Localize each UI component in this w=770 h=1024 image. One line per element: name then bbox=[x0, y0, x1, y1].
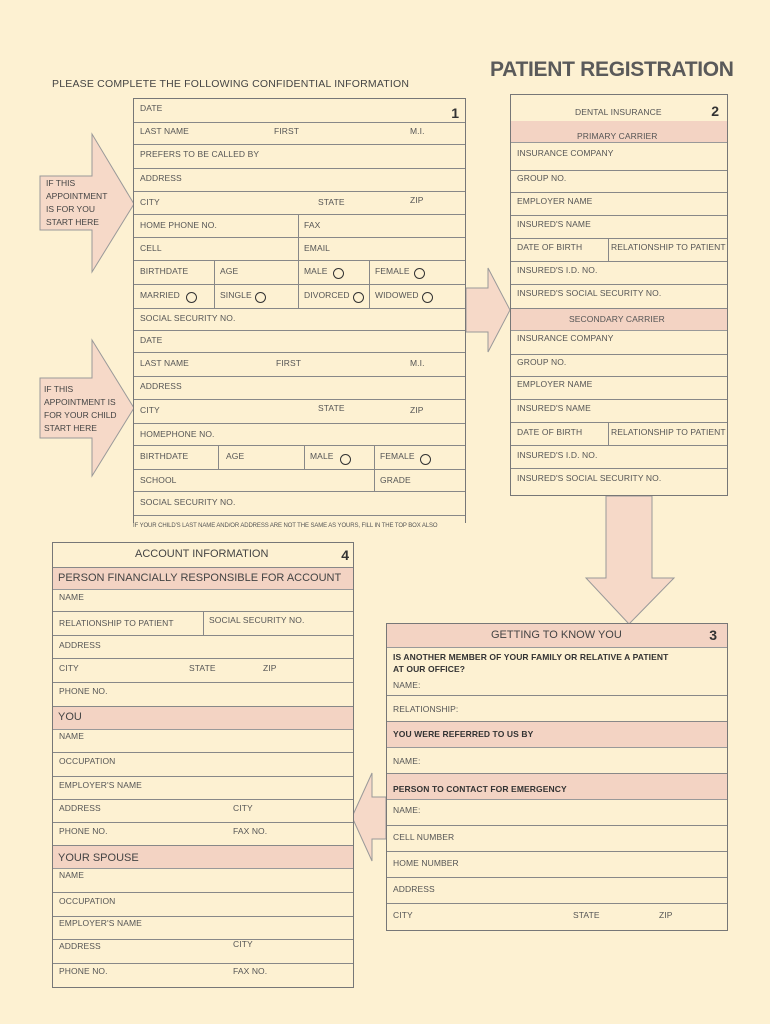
spouse-employer-field[interactable] bbox=[53, 917, 353, 940]
insurance-heading bbox=[511, 95, 727, 121]
field-label: M.I. bbox=[410, 126, 425, 136]
field-label: SOCIAL SECURITY NO. bbox=[140, 313, 236, 323]
field-label: CITY bbox=[140, 197, 160, 207]
divider bbox=[203, 612, 204, 636]
arrow-down-icon bbox=[586, 496, 676, 626]
cell-email-field[interactable] bbox=[134, 238, 465, 261]
field-label: PERSON TO CONTACT FOR EMERGENCY bbox=[393, 784, 567, 794]
relationship-ssn-row[interactable] bbox=[53, 612, 353, 636]
divider bbox=[369, 285, 370, 309]
field-label: NAME bbox=[59, 731, 84, 741]
field-label: DATE bbox=[140, 103, 163, 113]
divider bbox=[298, 215, 299, 238]
field-label: ZIP bbox=[410, 405, 424, 415]
field-label: LAST NAME bbox=[140, 358, 189, 368]
spouse-phone-field[interactable] bbox=[53, 964, 353, 987]
family-question-field[interactable] bbox=[387, 648, 727, 696]
section-number: 1 bbox=[451, 105, 459, 121]
child-city-field[interactable] bbox=[134, 400, 465, 424]
field-label: GROUP NO. bbox=[517, 173, 567, 183]
field-label: DENTAL INSURANCE bbox=[575, 107, 662, 117]
field-label: GROUP NO. bbox=[517, 357, 567, 367]
you-phone-field[interactable] bbox=[53, 823, 353, 846]
primary-insured-name-field[interactable] bbox=[511, 216, 727, 239]
emergency-band bbox=[387, 774, 727, 800]
responsible-city-field[interactable] bbox=[53, 659, 353, 683]
field-label: AGE bbox=[220, 266, 239, 276]
field-label: INSURED'S SOCIAL SECURITY NO. bbox=[517, 473, 662, 483]
primary-ssn-field[interactable] bbox=[511, 285, 727, 309]
field-label: DATE OF BIRTH bbox=[517, 427, 583, 437]
field-label: OCCUPATION bbox=[59, 896, 116, 906]
field-label: HOME NUMBER bbox=[393, 858, 459, 868]
secondary-insured-name-field[interactable] bbox=[511, 400, 727, 423]
child-note: IF YOUR CHILD'S LAST NAME AND/OR ADDRESS ARE NOT THE SAME AS YOURS, FILL IN THE TOP BOX ALSO bbox=[133, 523, 438, 529]
secondary-employer-field[interactable] bbox=[511, 377, 727, 400]
divider bbox=[298, 285, 299, 309]
field-label: PHONE NO. bbox=[59, 826, 108, 836]
side-note-adult: IF THIS APPOINTMENT IS FOR YOU START HERE bbox=[46, 178, 108, 227]
field-label: AGE bbox=[226, 451, 245, 461]
responsible-band bbox=[53, 568, 353, 590]
single-radio[interactable] bbox=[255, 292, 266, 303]
field-label: SCHOOL bbox=[140, 475, 177, 485]
divider bbox=[298, 238, 299, 261]
field-label: SOCIAL SECURITY NO. bbox=[140, 497, 236, 507]
address-field[interactable] bbox=[134, 169, 465, 192]
arrow-left-icon bbox=[352, 773, 388, 863]
divider bbox=[214, 261, 215, 285]
you-name-field[interactable] bbox=[53, 730, 353, 753]
field-label: PHONE NO. bbox=[59, 966, 108, 976]
primary-group-field[interactable] bbox=[511, 171, 727, 193]
field-label: RELATIONSHIP TO PATIENT bbox=[59, 618, 174, 628]
spouse-name-field[interactable] bbox=[53, 869, 353, 893]
field-label: STATE bbox=[189, 663, 216, 673]
section-heading-label: ACCOUNT INFORMATION bbox=[135, 548, 269, 560]
field-label: CELL bbox=[140, 243, 162, 253]
field-label: ADDRESS bbox=[140, 381, 182, 391]
side-note-child: IF THIS APPOINTMENT IS FOR YOUR CHILD START HERE bbox=[44, 384, 117, 433]
field-label: EMAIL bbox=[304, 243, 331, 253]
field-label: EMPLOYER NAME bbox=[517, 196, 593, 206]
emergency-name-field[interactable] bbox=[387, 800, 727, 826]
spouse-band bbox=[53, 846, 353, 869]
field-label: AT OUR OFFICE? bbox=[393, 664, 466, 674]
getting-to-know-heading bbox=[387, 624, 727, 648]
field-label: SINGLE bbox=[220, 290, 252, 300]
secondary-carrier-band bbox=[511, 309, 727, 331]
divider bbox=[304, 446, 305, 470]
field-label: INSURED'S SOCIAL SECURITY NO. bbox=[517, 288, 662, 298]
field-label: NAME bbox=[59, 870, 84, 880]
ssn-field[interactable] bbox=[134, 309, 465, 331]
field-label: FEMALE bbox=[380, 451, 415, 461]
divider bbox=[374, 470, 375, 492]
section-heading-label: PERSON FINANCIALLY RESPONSIBLE FOR ACCOUNT bbox=[58, 572, 342, 584]
married-radio[interactable] bbox=[186, 292, 197, 303]
field-label: ADDRESS bbox=[59, 640, 101, 650]
field-label: ADDRESS bbox=[140, 173, 182, 183]
secondary-dob-row[interactable] bbox=[511, 423, 727, 446]
field-label: WIDOWED bbox=[375, 290, 419, 300]
field-label: MALE bbox=[310, 451, 334, 461]
field-label: GRADE bbox=[380, 475, 411, 485]
field-label: FIRST bbox=[274, 126, 300, 136]
field-label: ZIP bbox=[659, 910, 673, 920]
section-number: 3 bbox=[709, 627, 717, 643]
divider bbox=[608, 239, 609, 262]
field-label: BIRTHDATE bbox=[140, 451, 189, 461]
spouse-address-field[interactable] bbox=[53, 940, 353, 964]
field-label: NAME: bbox=[393, 756, 421, 766]
field-label: SOCIAL SECURITY NO. bbox=[209, 615, 305, 625]
section-heading-label: GETTING TO KNOW YOU bbox=[491, 629, 622, 641]
responsible-address-field[interactable] bbox=[53, 636, 353, 659]
field-label: OCCUPATION bbox=[59, 756, 116, 766]
dental-insurance-section bbox=[510, 94, 728, 496]
field-label: INSURANCE COMPANY bbox=[517, 333, 614, 343]
field-label: MARRIED bbox=[140, 290, 180, 300]
child-address-field[interactable] bbox=[134, 377, 465, 400]
account-heading bbox=[53, 543, 353, 568]
primary-employer-field[interactable] bbox=[511, 193, 727, 216]
section-heading-label: YOUR SPOUSE bbox=[58, 852, 139, 864]
field-label: HOME PHONE NO. bbox=[140, 220, 217, 230]
child-male-radio[interactable] bbox=[340, 454, 351, 465]
field-label: EMPLOYER NAME bbox=[517, 379, 593, 389]
field-label: ADDRESS bbox=[393, 884, 435, 894]
field-label: CITY bbox=[393, 910, 413, 920]
referred-band bbox=[387, 722, 727, 748]
field-label: ZIP bbox=[263, 663, 277, 673]
divider bbox=[369, 261, 370, 285]
birthdate-row bbox=[134, 261, 465, 285]
field-label: CITY bbox=[233, 939, 253, 949]
field-label: CITY bbox=[233, 803, 253, 813]
secondary-id-field[interactable] bbox=[511, 446, 727, 469]
child-ssn-field[interactable] bbox=[134, 492, 465, 516]
child-school-row[interactable] bbox=[134, 470, 465, 492]
field-label: DIVORCED bbox=[304, 290, 350, 300]
field-label: STATE bbox=[318, 403, 345, 413]
field-label: EMPLOYER'S NAME bbox=[59, 780, 142, 790]
field-label: CELL NUMBER bbox=[393, 832, 455, 842]
child-birthdate-row bbox=[134, 446, 465, 470]
field-label: HOMEPHONE NO. bbox=[140, 429, 215, 439]
field-label: FAX bbox=[304, 220, 321, 230]
field-label: ADDRESS bbox=[59, 941, 101, 951]
emergency-home-field[interactable] bbox=[387, 852, 727, 878]
field-label: FAX NO. bbox=[233, 826, 268, 836]
field-label: MALE bbox=[304, 266, 328, 276]
divider bbox=[214, 285, 215, 309]
field-label: LAST NAME bbox=[140, 126, 189, 136]
field-label: NAME: bbox=[393, 680, 421, 690]
field-label: RELATIONSHIP TO PATIENT bbox=[611, 242, 726, 252]
widowed-radio[interactable] bbox=[422, 292, 433, 303]
date-field[interactable] bbox=[134, 99, 465, 123]
field-label: FIRST bbox=[276, 358, 302, 368]
page-subtitle: PLEASE COMPLETE THE FOLLOWING CONFIDENTIAL INFORMATION bbox=[52, 78, 410, 90]
field-label: PHONE NO. bbox=[59, 686, 108, 696]
prefers-field[interactable] bbox=[134, 145, 465, 169]
field-label: INSURED'S NAME bbox=[517, 403, 591, 413]
field-label: EMPLOYER'S NAME bbox=[59, 918, 142, 928]
referred-name-field[interactable] bbox=[387, 748, 727, 774]
spouse-occupation-field[interactable] bbox=[53, 893, 353, 917]
you-address-field[interactable] bbox=[53, 800, 353, 823]
divider bbox=[374, 446, 375, 470]
field-label: YOU WERE REFERRED TO US BY bbox=[393, 729, 534, 739]
city-field[interactable] bbox=[134, 192, 465, 215]
primary-carrier-band bbox=[511, 121, 727, 143]
you-occupation-field[interactable] bbox=[53, 753, 353, 777]
name-field[interactable] bbox=[134, 123, 465, 145]
emergency-cell-field[interactable] bbox=[387, 826, 727, 852]
field-label: SECONDARY CARRIER bbox=[569, 314, 665, 324]
arrow-right-icon bbox=[466, 268, 512, 354]
primary-company-field[interactable] bbox=[511, 143, 727, 171]
account-information-section bbox=[52, 542, 354, 988]
primary-id-field[interactable] bbox=[511, 262, 727, 285]
child-female-radio[interactable] bbox=[420, 454, 431, 465]
child-name-field[interactable] bbox=[134, 353, 465, 377]
you-band bbox=[53, 707, 353, 730]
secondary-company-field[interactable] bbox=[511, 331, 727, 355]
field-label: NAME bbox=[59, 592, 84, 602]
field-label: NAME: bbox=[393, 805, 421, 815]
getting-to-know-you-section bbox=[386, 623, 728, 931]
phone-field[interactable] bbox=[134, 215, 465, 238]
emergency-address-field[interactable] bbox=[387, 878, 727, 904]
patient-info-section bbox=[133, 98, 466, 523]
male-radio[interactable] bbox=[333, 268, 344, 279]
field-label: CITY bbox=[59, 663, 79, 673]
field-label: RELATIONSHIP TO PATIENT bbox=[611, 427, 726, 437]
field-label: INSURED'S I.D. NO. bbox=[517, 265, 598, 275]
field-label: IS ANOTHER MEMBER OF YOUR FAMILY OR RELATIVE A PATIENT bbox=[393, 652, 669, 662]
responsible-phone-field[interactable] bbox=[53, 683, 353, 707]
field-label: FAX NO. bbox=[233, 966, 268, 976]
you-employer-field[interactable] bbox=[53, 777, 353, 800]
female-radio[interactable] bbox=[414, 268, 425, 279]
field-label: M.I. bbox=[410, 358, 425, 368]
section-number: 2 bbox=[711, 103, 719, 119]
secondary-ssn-field[interactable] bbox=[511, 469, 727, 495]
field-label: CITY bbox=[140, 405, 160, 415]
secondary-group-field[interactable] bbox=[511, 355, 727, 377]
child-date-field[interactable] bbox=[134, 331, 465, 353]
field-label: PREFERS TO BE CALLED BY bbox=[140, 149, 260, 159]
field-label: DATE OF BIRTH bbox=[517, 242, 583, 252]
field-label: INSURED'S NAME bbox=[517, 219, 591, 229]
relationship-field[interactable] bbox=[387, 696, 727, 722]
responsible-name-field[interactable] bbox=[53, 590, 353, 612]
field-label: PRIMARY CARRIER bbox=[577, 131, 658, 141]
divider bbox=[298, 261, 299, 285]
section-number: 4 bbox=[341, 547, 349, 563]
divorced-radio[interactable] bbox=[353, 292, 364, 303]
field-label: FEMALE bbox=[375, 266, 410, 276]
field-label: RELATIONSHIP: bbox=[393, 704, 459, 714]
field-label: ZIP bbox=[410, 195, 424, 205]
child-phone-field[interactable] bbox=[134, 424, 465, 446]
field-label: ADDRESS bbox=[59, 803, 101, 813]
section-heading-label: YOU bbox=[58, 711, 82, 723]
field-label: INSURANCE COMPANY bbox=[517, 148, 614, 158]
primary-dob-row[interactable] bbox=[511, 239, 727, 262]
field-label: INSURED'S I.D. NO. bbox=[517, 450, 598, 460]
page-title: PATIENT REGISTRATION bbox=[490, 58, 734, 81]
emergency-city-field[interactable] bbox=[387, 904, 727, 930]
divider bbox=[218, 446, 219, 470]
divider bbox=[608, 423, 609, 446]
field-label: STATE bbox=[573, 910, 600, 920]
field-label: BIRTHDATE bbox=[140, 266, 189, 276]
field-label: DATE bbox=[140, 335, 163, 345]
field-label: STATE bbox=[318, 197, 345, 207]
marital-row bbox=[134, 285, 465, 309]
